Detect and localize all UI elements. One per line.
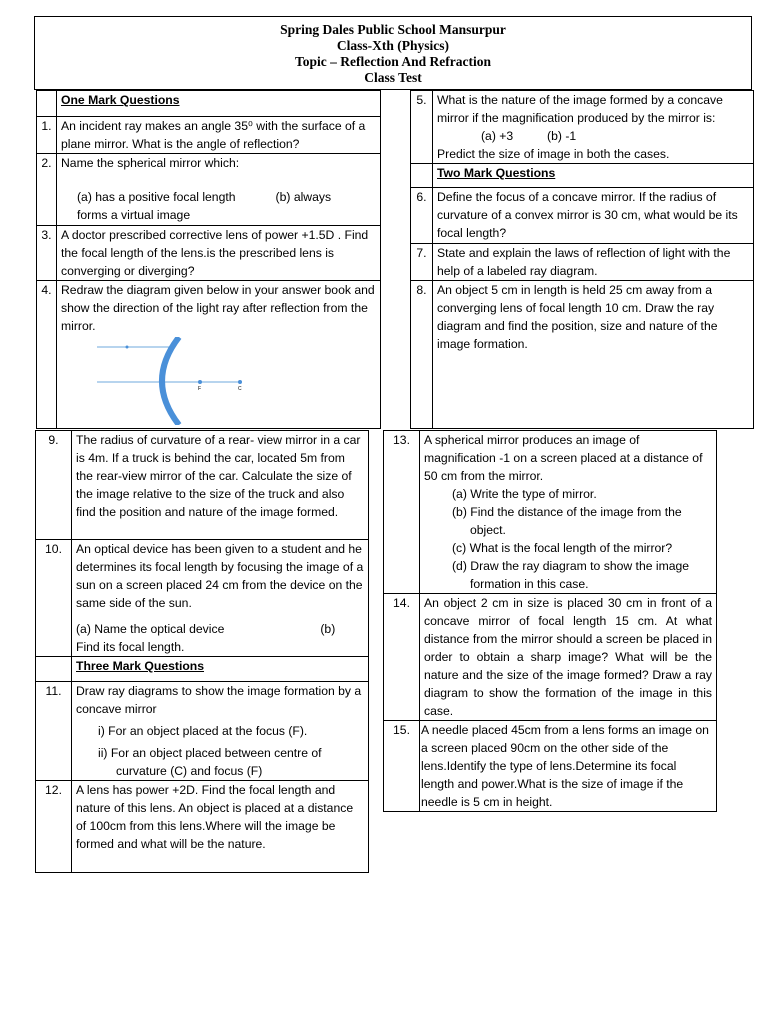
question-number: 3.: [37, 226, 57, 281]
three-mark-heading: Three Mark Questions: [76, 659, 205, 673]
class-line: Class-Xth (Physics): [336, 38, 450, 53]
question-number: 15.: [384, 721, 420, 812]
table-row: [37, 91, 381, 117]
question-text: A doctor prescribed corrective lens of power +1.5D . Find the focal length of the lens.is the prescribed lens is converging or diverging?: [57, 226, 381, 281]
question-text: Redraw the diagram given below in your answer book and show the direction of the light ray after reflection from the mirror.: [61, 283, 375, 333]
question-number: 9.: [36, 431, 72, 540]
table-row: [411, 164, 754, 188]
table-three-mark: [35, 430, 369, 873]
question-text: A lens has power +2D. Find the focal length and nature of this lens. An object is placed at a distance of 100cm from this lens.Where will the image be formed and what will be the nature.: [72, 781, 369, 873]
question-number: 11.: [36, 682, 72, 781]
question-number: 4.: [37, 281, 57, 429]
table-row: [384, 594, 717, 721]
table-row: [411, 244, 754, 281]
concave-mirror: [162, 337, 179, 425]
question-number: 14.: [384, 594, 420, 721]
test-line: Class Test: [364, 70, 422, 85]
two-mark-heading: Two Mark Questions: [437, 166, 556, 180]
table-row: [37, 154, 381, 226]
table-row: [37, 226, 381, 281]
table-row: [411, 281, 754, 429]
option-a: (a) has a positive focal length: [77, 190, 236, 204]
table-row: [384, 721, 717, 812]
question-number: 13.: [384, 431, 420, 594]
table-row: [37, 117, 381, 154]
question-text-tail: Predict the size of image in both the cases.: [437, 147, 670, 161]
table-row: [384, 431, 717, 594]
question-text: An optical device has been given to a student and he determines its focal length by focusing the image of a sun on a screen placed 24 cm from the device on the same side of the sun.: [76, 542, 364, 610]
sub-question-d: (d) Draw the ray diagram to show the image formation in this case.: [452, 559, 690, 591]
question-number: 6.: [411, 188, 433, 244]
question-text: What is the nature of the image formed by a concave mirror if the magnification produced by the mirror is:: [437, 93, 723, 125]
option-b-cont: Find its focal length.: [76, 640, 185, 654]
centre-point: [238, 380, 242, 384]
table-row: [36, 657, 369, 682]
table-long-answer: [383, 430, 717, 812]
table-row: [36, 682, 369, 781]
option-b: (b): [320, 622, 336, 636]
question-number: 10.: [36, 540, 72, 657]
table-row: [37, 281, 381, 429]
focus-point: [198, 380, 202, 384]
table-row: [36, 781, 369, 873]
table-row: [411, 188, 754, 244]
question-number: 12.: [36, 781, 72, 873]
table-row: [36, 540, 369, 657]
table-one-mark: [36, 90, 381, 429]
question-text: Name the spherical mirror which:: [61, 156, 240, 170]
question-text: The radius of curvature of a rear- view mirror in a car is 4m. If a truck is behind the car, located 5m from the rear-view mirror of the car. Calculate the size of the image relative to the size of the truck and also find the position and nature of the image formed.: [72, 431, 369, 540]
sub-question-ii: ii) For an object placed between centre of curvature (C) and focus (F): [98, 746, 322, 778]
option-a: (a) Name the optical device: [76, 622, 225, 636]
question-text: An object 2 cm in size is placed 30 cm in front of a concave mirror of focal length 15 cm. At what distance from the mirror should a screen be placed in order to obtain a sharp image? What will be the nature and the size of the image formed? Draw a ray diagram to show the formation of the image in this case.: [420, 594, 717, 721]
sub-question-b: (b) Find the distance of the image from the object.: [452, 505, 682, 537]
question-text: Draw ray diagrams to show the image formation by a concave mirror: [76, 684, 362, 716]
one-mark-heading: One Mark Questions: [61, 93, 180, 107]
question-options: (a) +3 (b) -1: [481, 129, 577, 143]
question-text: An incident ray makes an angle 35⁰ with the surface of a plane mirror. What is the angle of reflection?: [57, 117, 381, 154]
table-row: [36, 431, 369, 540]
question-number: 2.: [37, 154, 57, 226]
ray-dot-top: [126, 346, 129, 349]
question-number: 1.: [37, 117, 57, 154]
table-row: [411, 91, 754, 164]
table-two-mark: [410, 90, 754, 429]
question-text: An object 5 cm in length is held 25 cm away from a converging lens of focal length 10 cm. Draw the ray diagram and find the position, size and nature of the image formation.: [433, 281, 754, 429]
question-text: A spherical mirror produces an image of magnification -1 on a screen placed at a distance of 50 cm from the mirror.: [424, 433, 703, 483]
question-number: 7.: [411, 244, 433, 281]
question-text: State and explain the laws of reflection of light with the help of a labeled ray diagram.: [433, 244, 754, 281]
school-name: Spring Dales Public School Mansurpur: [280, 22, 506, 37]
header-box: [34, 16, 752, 90]
topic-line: Topic – Reflection And Refraction: [295, 54, 491, 69]
question-number: 5.: [411, 91, 433, 164]
question-number: 8.: [411, 281, 433, 429]
question-text: A needle placed 45cm from a lens forms an image on a screen placed 90cm on the other side of the lens.Identify the type of lens.Determine its focal length and power.What is the size of image if the needle is 5 cm in height.: [420, 721, 717, 812]
question-text: Define the focus of a concave mirror. If the radius of curvature of a convex mirror is 30 cm, what would be its focal length?: [433, 188, 754, 244]
sub-question-i: i) For an object placed at the focus (F).: [98, 724, 308, 738]
option-b-cont: forms a virtual image: [77, 208, 191, 222]
option-b: (b) always: [275, 190, 332, 204]
sub-question-a: (a) Write the type of mirror.: [452, 487, 597, 501]
concave-mirror-diagram: [97, 337, 257, 425]
sub-question-c: (c) What is the focal length of the mirror?: [452, 541, 673, 555]
focus-label: F: [198, 386, 202, 392]
centre-label: C: [238, 386, 242, 392]
